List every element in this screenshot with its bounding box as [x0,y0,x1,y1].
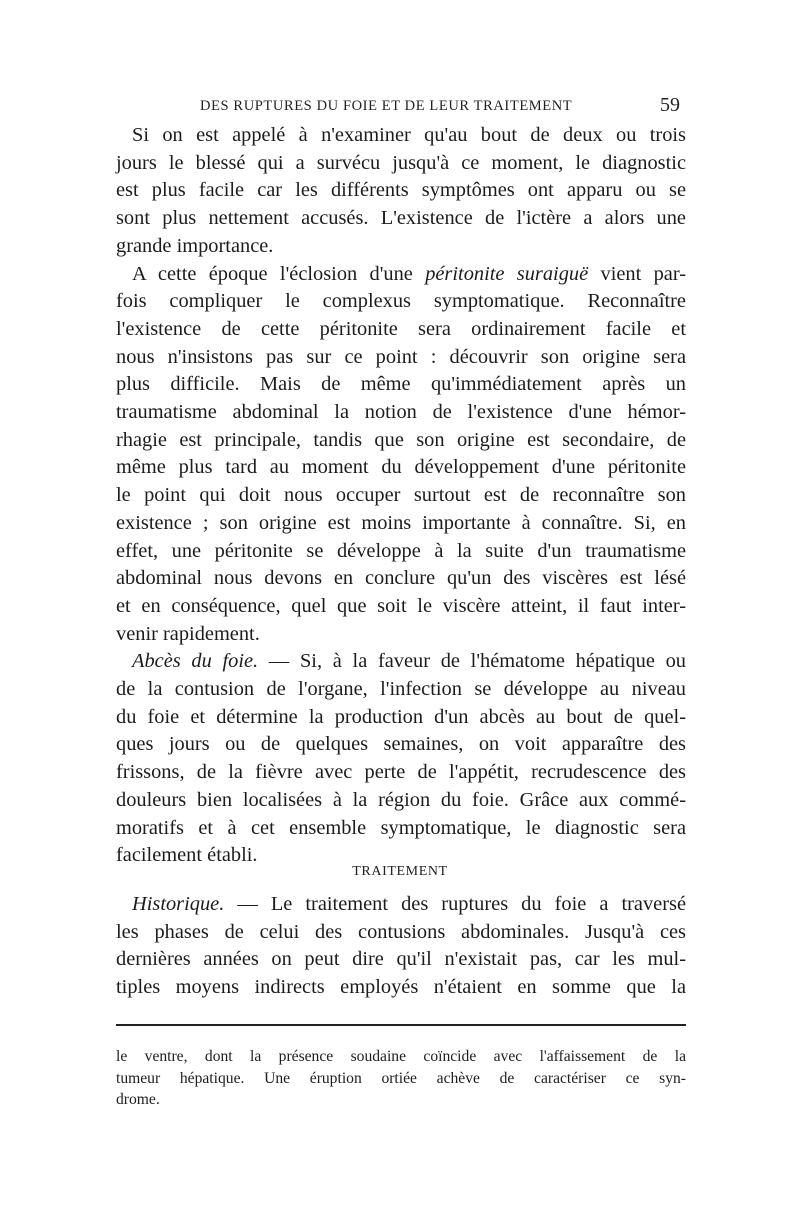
main-text [116,122,686,870]
section-text [116,891,686,1002]
text-fragment: vient par- [588,262,687,285]
section-heading: TRAITEMENT [352,864,448,879]
text-line: et en conséquence, quel que soit le viscère atteint, il faut inter- [116,594,686,617]
text-line: ques jours ou de quelques semaines, on voit apparaître des [116,733,686,756]
text-line: du foie et détermine la production d'un abcès au bout de quel- [116,705,686,728]
text-line [116,891,686,919]
text-line: plus difficile. Mais de même qu'immédiatement après un [116,373,686,396]
footnote [116,1046,686,1111]
text-line: rhagie est principale, tandis que son origine est secondaire, de [116,428,686,451]
text-line: sont plus nettement accusés. L'existence de l'ictère a alors une [116,207,686,230]
page-number: 59 [660,94,680,116]
text-line: Si on est appelé à n'examiner qu'au bout de deux ou trois [132,124,686,146]
text-line: même plus tard au moment du développement d'une péritonite [116,456,686,479]
text-line [116,261,686,289]
text-line: nous n'insistons pas sur ce point : découvrir son origine sera [116,345,686,368]
text-line: de la contusion de l'organe, l'infection se développe au niveau [116,678,686,701]
text-line: effet, une péritonite se développe à la suite d'un traumatisme [116,539,686,562]
text-line: douleurs bien localisées à la région du foie. Grâce aux commé- [116,788,686,811]
text-line: fois compliquer le complexus symptomatique. Reconnaître [116,290,686,313]
running-head: DES RUPTURES DU FOIE ET DE LEUR TRAITEMENT [200,98,573,114]
text-line: frissons, de la fièvre avec perte de l'appétit, recrudescence des [116,761,686,784]
text-line [116,648,686,676]
text-line: dernières années on peut dire qu'il n'existait pas, car les mul- [116,948,686,971]
text-line: existence ; son origine est moins importante à connaître. Si, en [116,511,686,534]
footnote-line: tumeur hépatique. Une éruption ortiée achève de caractériser ce syn- [116,1069,686,1087]
italic-term: péritonite suraiguë [425,262,589,285]
text-line: est plus facile car les différents symptômes ont apparu ou se [116,179,686,202]
text-fragment: A cette époque l'éclosion d'une [132,262,426,285]
text-line: le point qui doit nous occuper surtout est de reconnaître son [116,484,686,507]
text-line: tiples moyens indirects employés n'étaient en somme que la [116,976,686,999]
text-line: traumatisme abdominal la notion de l'existence d'une hémor- [116,401,686,424]
footnote-divider [116,1024,686,1026]
text-line: les phases de celui des contusions abdominales. Jusqu'à ces [116,920,686,943]
footnote-line: le ventre, dont la présence soudaine coïncide avec l'affaissement de la [116,1048,686,1065]
text-line: abdominal nous devons en conclure qu'un des viscères est lésé [116,567,686,590]
text-line: moratifs et à cet ensemble symptomatique, le diagnostic sera [116,816,686,839]
text-fragment: — Le traitement des ruptures du foie a traversé [224,893,686,915]
text-line: jours le blessé qui a survécu jusqu'à ce moment, le diagnostic [116,151,686,174]
italic-subheading: Abcès du foie. [132,650,259,673]
text-line: grande importance. [116,234,274,257]
text-line: venir rapidement. [116,622,260,645]
text-fragment: — Si, à la faveur de l'hématome hépatique ou [258,650,686,673]
text-line: facilement établi. [116,844,258,867]
italic-subheading: Historique. [132,893,225,915]
footnote-line: drome. [116,1091,160,1108]
text-line: l'existence de cette péritonite sera ordinairement facile et [116,317,686,340]
